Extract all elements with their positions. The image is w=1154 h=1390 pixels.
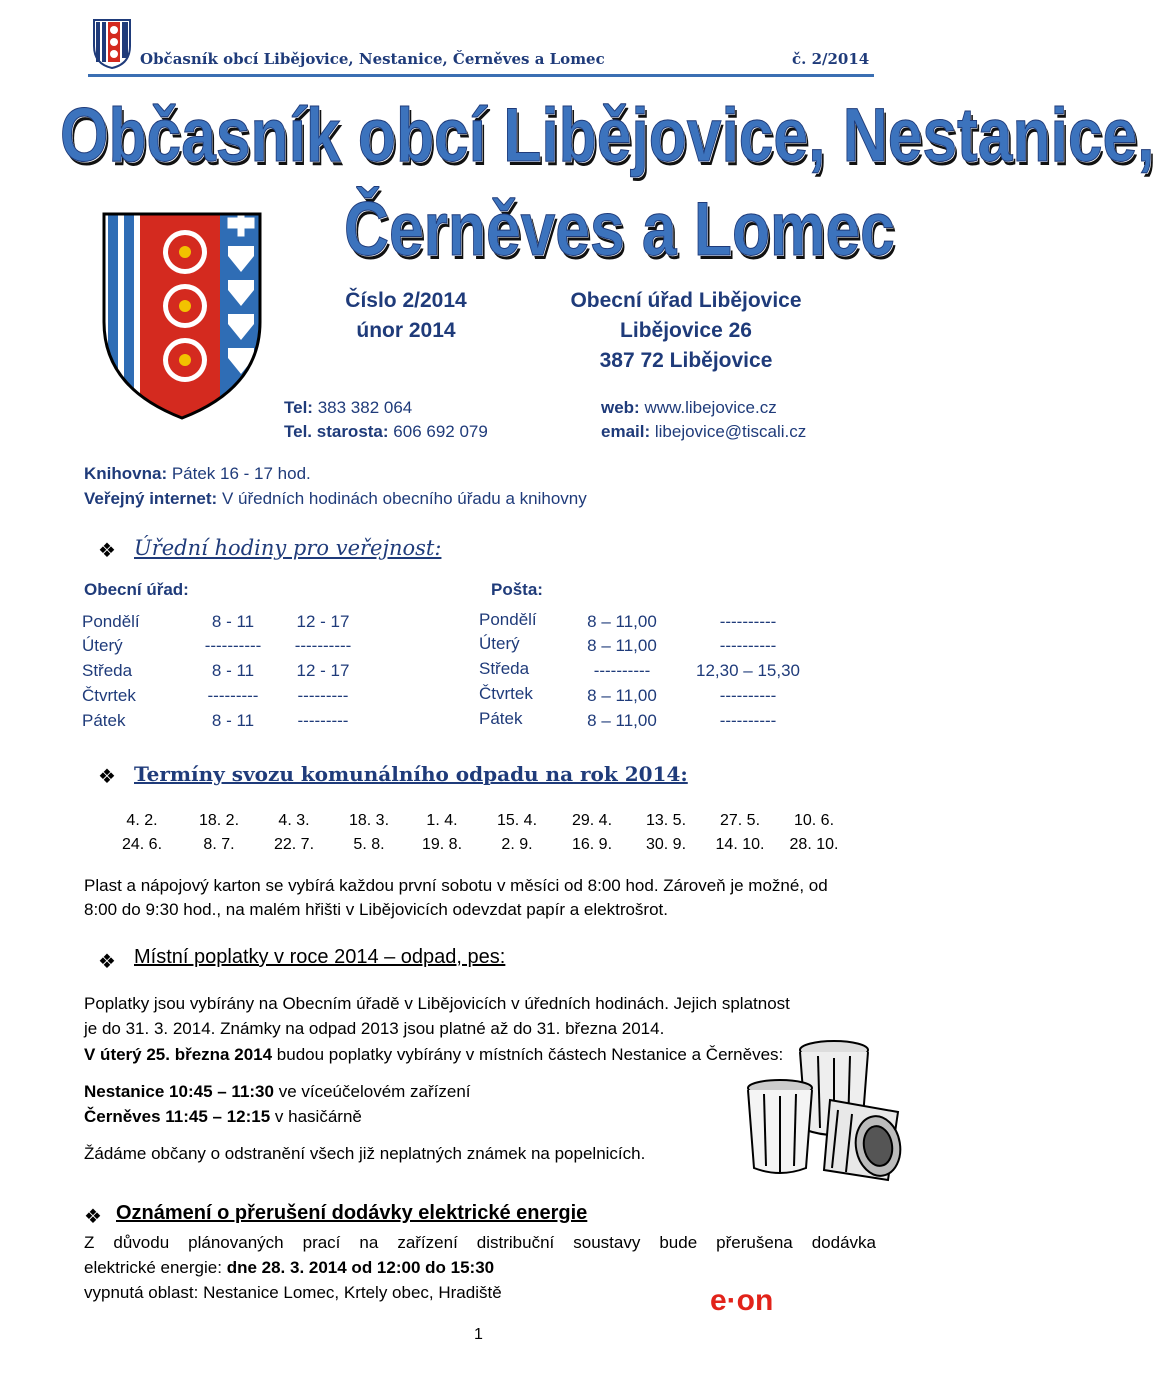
- fees-line3: V úterý 25. března 2014 budou poplatky vybírány v místních částech Nestanice a Černěves:: [84, 1045, 784, 1064]
- waste-date: 18. 3.: [348, 812, 390, 829]
- diamond-bullet-icon: ❖: [84, 1206, 102, 1228]
- diamond-bullet-icon: ❖: [98, 540, 116, 562]
- fees-line1: Poplatky jsou vybírány na Obecním úřadě v Libějovicích v úředních hodinách. Jejich splatnost: [84, 994, 790, 1013]
- waste-date: 22. 7.: [273, 836, 315, 853]
- office-day: Úterý: [82, 636, 123, 655]
- office-afternoon: 12 - 17: [296, 661, 350, 680]
- waste-note-line2: 8:00 do 9:30 hod., na malém hřišti v Libějovicích odevzdat papír a elektrošrot.: [84, 900, 668, 919]
- fees-line2: je do 31. 3. 2014. Známky na odpad 2013 jsou platné až do 31. března 2014.: [84, 1019, 665, 1038]
- office-morning: 8 - 11: [211, 661, 255, 680]
- office-day: Středa: [82, 661, 133, 680]
- header-title: Občasník obcí Libějovice, Nestanice, Černěves a Lomec: [140, 50, 605, 68]
- waste-note-line1: Plast a nápojový karton se vybírá každou první sobotu v měsíci od 8:00 hod. Zároveň je možné, od: [84, 876, 828, 895]
- issue-number: Číslo 2/2014: [345, 289, 467, 312]
- waste-date: 24. 6.: [121, 836, 163, 853]
- office-hours-label: Obecní úřad:: [84, 580, 189, 599]
- post-afternoon: 12,30 – 15,30: [696, 661, 800, 680]
- power-line1: Z důvodu plánovaných prací na zařízení distribuční soustavy bude přerušena dodávka: [84, 1233, 876, 1252]
- post-day: Středa: [479, 659, 530, 678]
- office-morning: ---------: [207, 686, 259, 705]
- waste-date: 27. 5.: [719, 812, 761, 829]
- office-afternoon: ---------: [297, 686, 349, 705]
- trash-cans-icon: [738, 1030, 908, 1195]
- waste-date: 5. 8.: [353, 836, 385, 853]
- office-morning: ----------: [204, 636, 262, 655]
- diamond-bullet-icon: ❖: [98, 766, 116, 788]
- waste-date: 14. 10.: [715, 836, 765, 853]
- waste-date: 10. 6.: [793, 812, 835, 829]
- header-issue: č. 2/2014: [792, 50, 870, 68]
- waste-date: 30. 9.: [645, 836, 687, 853]
- office-afternoon: ---------: [297, 711, 349, 730]
- fees-nestanice: Nestanice 10:45 – 11:30 ve víceúčelovém zařízení: [84, 1082, 471, 1101]
- waste-date: 1. 4.: [426, 812, 458, 829]
- power-line3: vypnutá oblast: Nestanice Lomec, Krtely obec, Hradiště: [84, 1283, 502, 1302]
- waste-date: 18. 2.: [198, 812, 240, 829]
- post-day: Pondělí: [479, 610, 537, 629]
- office-afternoon: 12 - 17: [296, 612, 350, 631]
- main-title-line2: Černěves a Lomec: [344, 187, 895, 272]
- waste-date: 4. 3.: [278, 812, 310, 829]
- office-afternoon: ----------: [294, 636, 352, 655]
- contact-mayor-tel: Tel. starosta: 606 692 079: [284, 422, 488, 441]
- waste-date: 2. 9.: [501, 836, 533, 853]
- page-number: 1: [474, 1326, 483, 1343]
- post-morning: 8 – 11,00: [587, 612, 657, 631]
- office-name: Obecní úřad Libějovice: [570, 289, 802, 312]
- waste-date: 15. 4.: [496, 812, 538, 829]
- office-day: Pondělí: [82, 612, 140, 631]
- waste-date: 4. 2.: [126, 812, 158, 829]
- post-morning: 8 – 11,00: [587, 636, 657, 655]
- post-afternoon: ----------: [719, 636, 777, 655]
- header-crest-icon: [92, 18, 132, 75]
- power-line2: elektrické energie: dne 28. 3. 2014 od 12:00 do 15:30: [84, 1258, 495, 1277]
- post-hours-label: Pošta:: [491, 580, 543, 599]
- header-divider: [88, 74, 874, 77]
- internet-info: Veřejný internet: V úředních hodinách obecního úřadu a knihovny: [84, 489, 587, 508]
- fees-request: Žádáme občany o odstranění všech již neplatných známek na popelnicích.: [84, 1144, 646, 1163]
- contact-web[interactable]: web: www.libejovice.cz: [601, 398, 777, 417]
- contact-email[interactable]: email: libejovice@tiscali.cz: [601, 422, 807, 441]
- post-day: Pátek: [479, 709, 523, 728]
- office-day: Čtvrtek: [82, 686, 136, 705]
- office-morning: 8 - 11: [211, 711, 255, 730]
- contact-tel: Tel: 383 382 064: [284, 398, 413, 417]
- coat-of-arms-icon: [102, 212, 262, 425]
- post-afternoon: ----------: [719, 711, 777, 730]
- office-city: 387 72 Libějovice: [599, 349, 773, 372]
- waste-title: Termíny svozu komunálního odpadu na rok 2014:: [134, 762, 688, 786]
- post-day: Úterý: [479, 634, 520, 653]
- office-day: Pátek: [82, 711, 126, 730]
- waste-date: 29. 4.: [571, 812, 613, 829]
- issue-month: únor 2014: [356, 319, 456, 342]
- eon-logo: [708, 1280, 808, 1320]
- post-day: Čtvrtek: [479, 684, 533, 703]
- hours-title: Úřední hodiny pro veřejnost:: [134, 536, 442, 560]
- svg-text:e·on: e·on: [710, 1284, 774, 1317]
- waste-date: 16. 9.: [571, 836, 613, 853]
- waste-date: 28. 10.: [789, 836, 839, 853]
- fees-title: Místní poplatky v roce 2014 – odpad, pes:: [134, 946, 506, 968]
- waste-date: 19. 8.: [421, 836, 463, 853]
- power-title: Oznámení o přerušení dodávky elektrické energie: [116, 1202, 588, 1224]
- post-morning: 8 – 11,00: [587, 686, 657, 705]
- diamond-bullet-icon: ❖: [98, 951, 116, 973]
- post-morning: 8 – 11,00: [587, 711, 657, 730]
- office-morning: 8 - 11: [211, 612, 255, 631]
- office-street: Libějovice 26: [620, 319, 752, 342]
- post-afternoon: ----------: [719, 612, 777, 631]
- waste-date: 8. 7.: [203, 836, 235, 853]
- library-hours: Knihovna: Pátek 16 - 17 hod.: [84, 464, 311, 483]
- post-morning: ----------: [593, 661, 651, 680]
- fees-cerneves: Černěves 11:45 – 12:15 v hasičárně: [84, 1107, 362, 1126]
- post-afternoon: ----------: [719, 686, 777, 705]
- waste-date: 13. 5.: [645, 812, 687, 829]
- main-title-line1: Občasník obcí Libějovice, Nestanice,: [60, 93, 1154, 178]
